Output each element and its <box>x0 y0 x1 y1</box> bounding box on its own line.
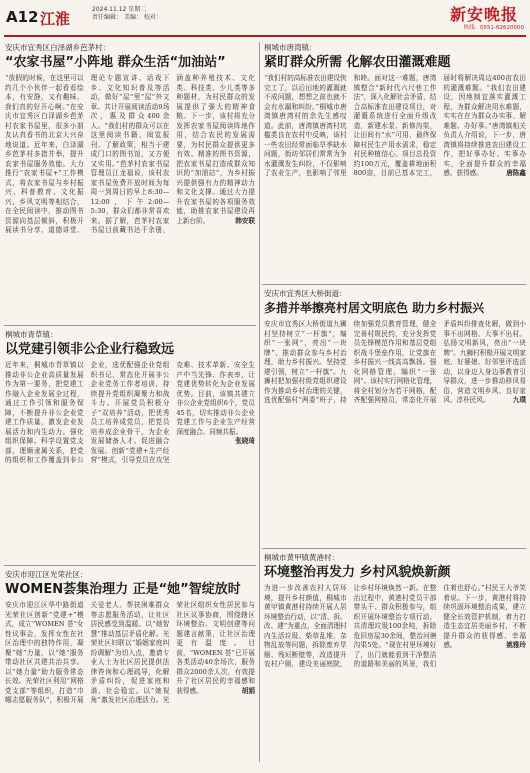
article-headline: WOMEN荟集治理力 正是“她”智绽放时 <box>5 582 241 597</box>
page-number: A12 <box>6 8 39 26</box>
designer-credit: 美编： <box>123 14 142 21</box>
article-byline: 九璞 <box>512 396 526 404</box>
article-byline: 唐陈鑫 <box>506 169 526 177</box>
article-text: “我们村的高标准农田建设快完工了，以后田地的灌溉就不成问题，想想之前也就不会有水漏和纠纷。”桐城市唐湾镇唐湾村的余先生感叹道。此前，唐湾镇唐湾村坑槛类良在农村中反映，该村一些农田经常面临旱季缺水问题，街坊邻居们常常为争水灌溉发生纠纷，不仅影响了农业生产，也影响了邻里和睦。面对这一难题，唐湾镇整合“新时代六尺巷工作法”，深入化解社会矛盾，结合高标准农田建设项目，对灌溉系统进行全面升级改造，新建水泵、新修沟渠，让田间有“水”可用，最终保障村民生产用水需求，稳定村民种植信心。项目总投资约100万元，覆盖耕地面积800亩，目前已基本完工，届时将解决周边400亩农田的灌溉难题。“我们农田建设，因地制宜落实灌溉工程，为群众解决用水难题，实实在在为群众办实事、解难题、办好事。”唐湾镇相关负责人介绍说，下一步，唐湾镇将持续推进农田建设工作，把好事办好、实事办实，全面提升群众的幸福感、获得感。 <box>264 74 526 177</box>
article-headline: 紧盯群众所需 化解农田灌溉难题 <box>264 55 451 70</box>
column-divider <box>259 42 260 762</box>
article-text: 为进一步改善农村人居环境，提升乡村颜值，桐城市黄甲镇黄港村持续开展人居环境整治行动，以“清、拆、改、建”为重点，全面清理村内生活垃圾、柴草乱堆、杂物乱放等问题，拆除废弃旱厕、残垣断壁等，改造提升农村户厕，建设美丽庭院，让乡村环境焕然一新。在整治过程中，黄港村党员干部带头干、群众积极参与，组织开展环境整治专项行动，共清理垃圾100余吨，拆除危旧房屋30余间，整治河塘沟渠5处。“现在村里环境好了，出门就能看到干净整洁的道路和美丽的风景，我们住着也舒心。”村民王大爷笑着说。下一步，黄港村将持续巩固环境整治成果，建立健全长效管护机制，着力打造生态宜居美丽乡村，不断提升群众的获得感、幸福感。 <box>264 584 526 668</box>
article-text: 近年来，桐城市青草镇以推动非公企业高质量发展作为第一要务，把党建工作融入企业发展全过程，通过工作引领和服务保障，不断提升非公企业党建工作质量，激发企业发展活力和内生动力。强化组织保障。科学设置党支部，理顺隶属关系，把党的组织和工作覆盖到非公企业，选优配强企业党组织书记，常态化开展非公企业党务工作者培训，持续提升党组织凝聚力和战斗力。开展党员积极分子“双培养”活动，把优秀员工培养成党员，把党员培养成企业骨干，为企业发展储备人才。促进融合发展。创新“党建+生产经营”模式，引导党员在攻坚克难、技术革新、安全生产中当先锋、作表率，让党建优势转化为企业发展优势。目前，该镇共建立非公企业党组织6个，党员45名，切实推动非公企业党建工作与企业生产经营深度融合、同频共振。 <box>5 361 255 464</box>
article-text: 安庆市迎江区华中路街道光荣社区创新“党建+”模式，成立“WOMEN 荟”女性议事会，发挥女性在社区治理中的独特作用，凝聚“她”力量，以“她”服务带动社区共建共治共享。以“她力量”助力服务常态长效。光荣社区利用“网格党支部”等组织，打造“巾帼志愿服务队”，积极开展关爱老人、帮扶困难群众等志愿服务活动，让社区居民感受到温暖。以“她智慧”推动基层矛盾化解。光荣社区妇联以“婚姻家庭纠纷调解”为切入点，邀请专业人士为社区居民提供法律咨询和心理疏导，化解矛盾纠纷，促进家庭和谐、社会稳定。以“她视角”激发社区治理活力。光荣社区组织女性居民参与社区议事协商，围绕辖区环境整治、文明创建等问题建言献策，让社区治理更有温度。目前，“WOMEN 荟”已开展各类活动40余场次，服务群众2000余人次，有效提升了社区居民的幸福感和获得感。 <box>5 601 255 704</box>
page-header <box>0 0 530 36</box>
issue-date: 2024.11.12 <box>92 6 127 13</box>
article-kicker: 安庆市迎江区光荣社区： <box>5 570 88 579</box>
article-irrigation <box>264 42 526 280</box>
article-text: “放假的时候，在这里可以约几个小伙伴一起看看绘本，有安静，又有趣味，我们真的好开心啊。”在安庆市宜秀区白泽湖乡芭茅村农家书屋里，很多小朋友认真看书的北京大兴奋地说道。近年来，白泽湖乡芭茅村多措并举，提升农家书屋服务效能。大力推行“农家书屋+”工作模式，将农家书屋与乡村振兴、科普教育、文化振兴、乡风文明等相结合，在全民阅读中，推动图书资源向基层倾斜，积极开展读书分享、道德讲堂、理论专题宣讲、话戏下乡、文化知识普及等活动，做好“屋”里“屋”外文章。共计开展阅读活动9场次，惠及群众400余人。“我们村的群众可以在这里阅读书籍、阅览报刊、了解政策，相当于建成门口的图书馆，又方便又实用。”芭茅村农家书屋管理员江龙福说，该村农家书屋免费开放时间为每周一到周日的早上8:30—12:00，下午2:00—5:30，群众们都非常喜欢来。据了解，芭茅村农家书屋目前藏书达千余册，涵盖种养殖技术、文化类、科技类、少儿类等多种题材，为村民群众的发展提供了强大的精神食粮。下一步，该村将充分发挥农家书屋阅读阵地作用，结合农民的发展需要，为村民群众提供更多有效、精准的图书资源，把农家书屋打造成群众知识的“加油站”，为乡村振兴提供强有力的精神动力和文化支撑。通过大力提升农家书屋的各项服务效能，助推农家书屋建设再上新台阶。 <box>5 74 255 234</box>
article-body <box>264 320 526 406</box>
article-text: 安庆市宜秀区大桥街道九狮村坚持树立“一杆旗”，编织“一张网”，亮出“一块牌”，推动群众参与乡村治理，助力乡村振兴。坚持党建引领，树立“一杆旗”。九狮村把加强村级党组织建设作为推动乡村治理的关键，选优配强村“两委”班子，持续加强党员教育管理，健全完善村规民约，充分发挥党员先锋模范作用和基层党组织战斗堡垒作用，让党旗在乡村振兴一线高高飘扬。强化网格管理，编织“一张网”。该村实行网格化管理，将全村划分为若干网格，配齐配强网格员，常态化开展矛盾纠纷排查化解，做到小事不出网格、大事不出村。弘扬文明新风，亮出“一块牌”。九狮村积极开展文明家庭、好婆媳、好邻里评选活动，以身边人身边事教育引导群众，进一步推动移风易俗，营造文明乡风、良好家风、淳朴民风。 <box>264 320 526 404</box>
article-headline: 多措并举擦亮村居文明底色 助力乡村振兴 <box>264 301 485 315</box>
article-divider <box>4 325 256 326</box>
article-byline: 韩安联 <box>235 216 255 225</box>
header-meta <box>92 6 162 22</box>
newspaper-logo: 新安晚报 <box>450 5 519 24</box>
article-byline: 胡娟 <box>241 686 255 695</box>
article-kicker: 桐城市青草镇： <box>5 330 58 339</box>
article-headline: 以党建引领非公企业行稳致远 <box>5 342 175 357</box>
article-body <box>5 361 255 466</box>
article-kicker: 桐城市黄甲镇黄港村： <box>264 553 339 562</box>
editor-credit: 责任编辑： <box>92 14 123 21</box>
section-name: 江淮 <box>40 10 71 28</box>
article-headline: “农家书屋”小阵地 群众生活“加油站” <box>5 55 226 70</box>
article-kicker: 桐城市唐湾镇： <box>264 43 317 52</box>
header-rule <box>4 35 526 37</box>
article-bookhouse <box>5 42 255 320</box>
article-byline: 姚雅玲 <box>506 641 526 649</box>
article-body <box>5 601 255 706</box>
article-body <box>264 74 526 179</box>
article-divider <box>262 548 526 549</box>
proof-credit: 校对： <box>143 14 162 21</box>
article-body <box>264 584 526 670</box>
article-headline: 环境整治再发力 乡村风貌焕新颜 <box>264 565 451 580</box>
article-women-council <box>5 569 255 769</box>
article-kicker: 安庆市宜秀区大桥街道： <box>264 289 347 298</box>
article-divider <box>4 565 256 566</box>
article-party-building <box>5 329 255 561</box>
article-divider <box>262 284 526 285</box>
article-byline: 张晓琦 <box>235 437 255 445</box>
issue-weekday: 星期二 <box>128 6 147 13</box>
article-kicker: 安庆市宜秀区白泽湖乡芭茅村： <box>5 43 110 52</box>
article-body <box>5 74 255 236</box>
article-village-civility <box>264 288 526 544</box>
hotline: 热线：0551-62620000 <box>463 25 524 31</box>
article-environment <box>264 552 526 769</box>
